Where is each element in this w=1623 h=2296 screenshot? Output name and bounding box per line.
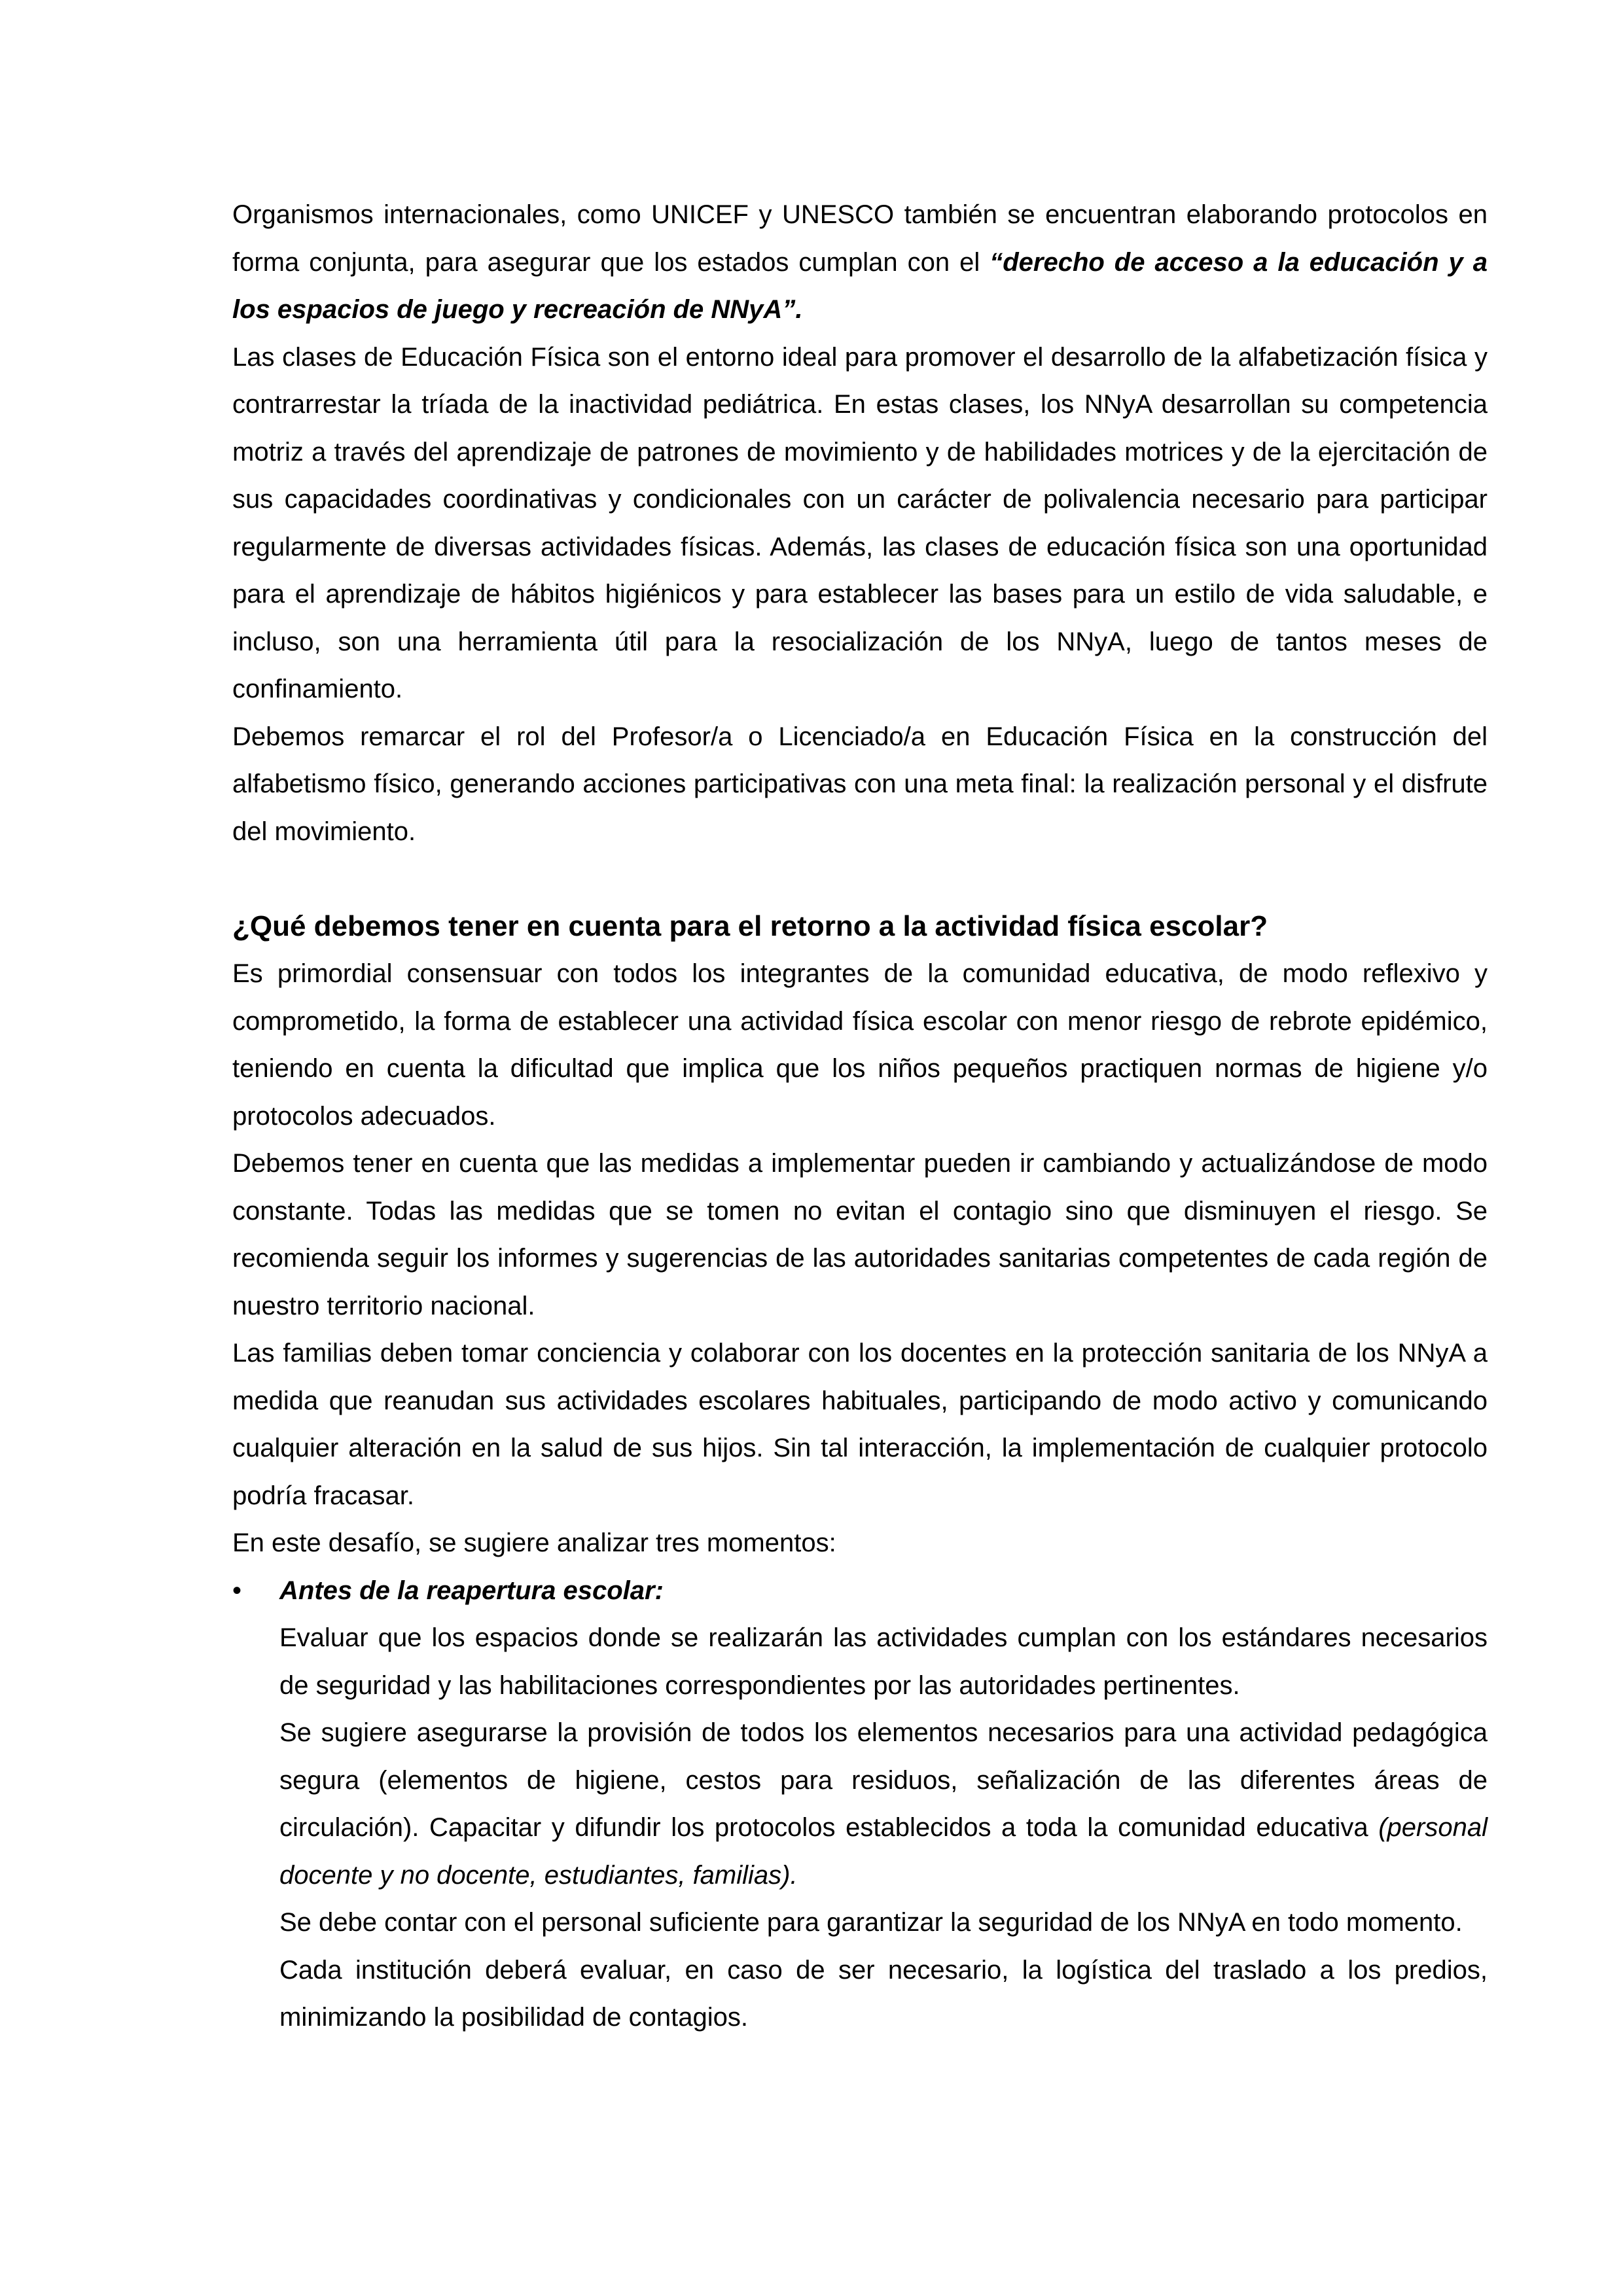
bullet-icon: • bbox=[232, 1576, 242, 1605]
paragraph-text: Organismos internacionales, como UNICEF y UNESCO también se encuentran elaborando protocolos en forma conjunta, para asegurar que los estados cumplan con el bbox=[232, 200, 1488, 277]
paragraph-families: Las familias deben tomar conciencia y colaborar con los docentes en la protección sanitaria de los NNyA a medida que reanudan sus actividades escolares habituales, participando de modo activo y comunicando cualquier alteración en la salud de sus hijos. Sin tal interacción, la implementación de cualquier protocolo podría fracasar. bbox=[232, 1339, 1488, 1510]
bullet-paragraph-personnel: Se debe contar con el personal suficiente para garantizar la seguridad de los NNyA en todo momento. bbox=[279, 1908, 1463, 1937]
bullet-title: Antes de la reapertura escolar: bbox=[279, 1576, 664, 1605]
bullet-paragraph-logistics: Cada institución deberá evaluar, en caso de ser necesario, la logística del traslado a los predios, minimizando la posibilidad de contagios. bbox=[279, 1955, 1488, 2032]
bullet-paragraph-evaluate-spaces: Evaluar que los espacios donde se realizarán las actividades cumplan con los estándares necesarios de seguridad y las habilitaciones correspondientes por las autoridades pertinentes. bbox=[279, 1623, 1488, 1700]
paragraph-three-moments: En este desafío, se sugiere analizar tres momentos: bbox=[232, 1528, 836, 1557]
paragraph-teacher-role: Debemos remarcar el rol del Profesor/a o Licenciado/a en Educación Física en la construcción del alfabetismo físico, generando acciones participativas con una meta final: la realización personal y el disfrute del movimiento. bbox=[232, 722, 1488, 846]
section-heading: ¿Qué debemos tener en cuenta para el retorno a la actividad física escolar? bbox=[232, 910, 1268, 942]
paragraph-consensus: Es primordial consensuar con todos los integrantes de la comunidad educativa, de modo reflexivo y comprometido, la forma de establecer una actividad física escolar con menor riesgo de rebrote epidémico, teniendo en cuenta la dificultad que implica que los niños pequeños practiquen normas de higiene y/o protocolos adecuados. bbox=[232, 959, 1488, 1131]
paragraph-measures: Debemos tener en cuenta que las medidas a implementar pueden ir cambiando y actualizándose de modo constante. Todas las medidas que se tomen no evitan el contagio sino que disminuyen el riesgo. Se recomienda seguir los informes y sugerencias de las autoridades sanitarias competentes de cada región de nuestro territorio nacional. bbox=[232, 1149, 1488, 1320]
document-page bbox=[232, 191, 1488, 2041]
paragraph-international-organisms bbox=[232, 191, 1488, 334]
emphasis-right-to-access: “derecho de acceso a la educación y a los espacios de juego y recreación de NNyA”. bbox=[232, 247, 1488, 324]
bullet-item-before-reopening bbox=[232, 1567, 1488, 1615]
paragraph-physical-education-classes: Las clases de Educación Física son el entorno ideal para promover el desarrollo de la alfabetización física y contrarrestar la tríada de la inactividad pediátrica. En estas clases, los NNyA desarrollan su competencia motriz a través del aprendizaje de patrones de movimiento y de habilidades motrices y de la ejercitación de sus capacidades coordinativas y condicionales con un carácter de polivalencia necesario para participar regularmente de diversas actividades físicas. Además, las clases de educación física son una oportunidad para el aprendizaje de hábitos higiénicos y para establecer las bases para un estilo de vida saludable, e incluso, son una herramienta útil para la resocialización de los NNyA, luego de tantos meses de confinamiento. bbox=[232, 342, 1488, 703]
paragraph-text: Se sugiere asegurarse la provisión de todos los elementos necesarios para una actividad pedagógica segura (elementos de higiene, cestos para residuos, señalización de las diferentes áreas de circulación). Capacitar y difundir los protocolos establecidos a toda la comunidad educativa bbox=[279, 1718, 1488, 1842]
italic-parenthetical: (personal docente y no docente, estudiantes, familias). bbox=[279, 1813, 1488, 1890]
bullet-paragraph-provision bbox=[232, 1709, 1488, 1899]
